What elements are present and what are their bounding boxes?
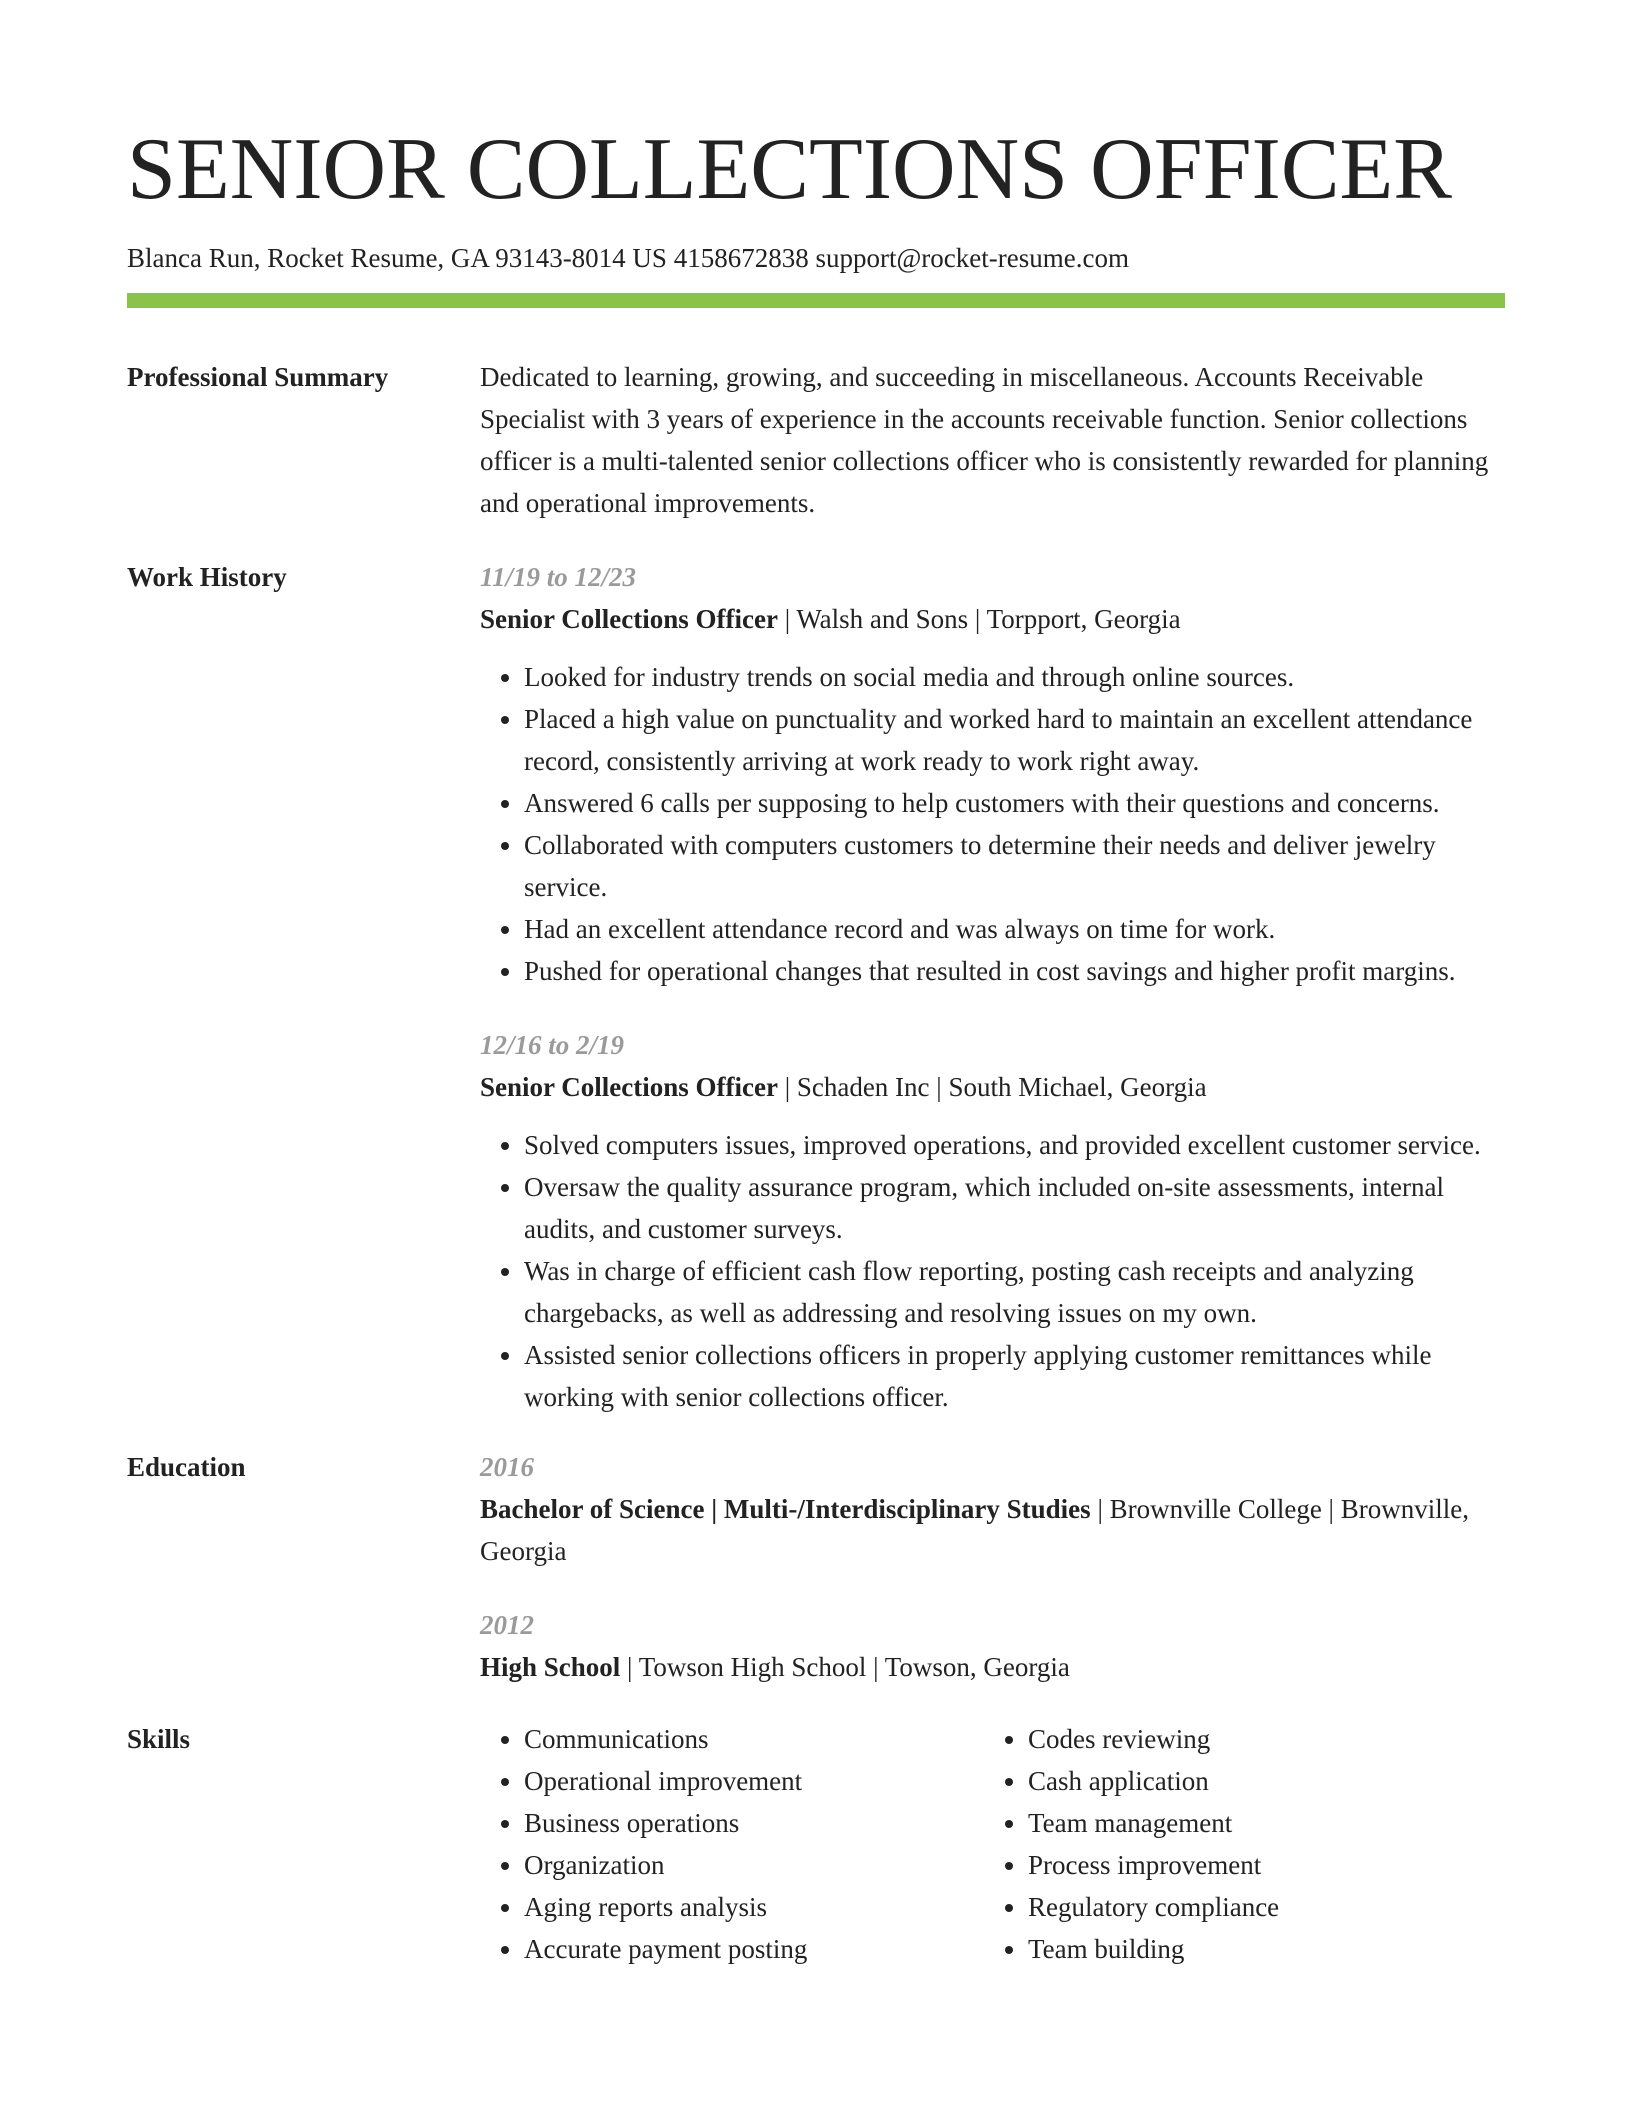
list-item: • Collaborated with computers customers to determine their needs and deliver jewelry service. — [524, 824, 1505, 908]
list-item: • Oversaw the quality assurance program, which included on-site assessments, internal audits, and customer surveys. — [524, 1166, 1505, 1250]
job-heading — [480, 598, 1505, 640]
education-degree: High School — [480, 1652, 621, 1682]
job-entry — [480, 556, 1505, 992]
header-divider — [127, 293, 1505, 308]
education-entry — [480, 1604, 1505, 1688]
skills-label: Skills — [127, 1724, 191, 1754]
education-school-location: | Towson High School | Towson, Georgia — [620, 1652, 1070, 1682]
education-degree: Bachelor of Science | Multi-/Interdisciplinary Studies — [480, 1494, 1091, 1524]
job-bullets — [480, 656, 1505, 992]
list-item: • Was in charge of efficient cash flow reporting, posting cash receipts and analyzing chargebacks, as well as addressing and resolving issues on my own. — [524, 1250, 1505, 1334]
list-item: • Business operations — [524, 1802, 984, 1844]
list-item: • Team management — [1028, 1802, 1488, 1844]
list-item: • Placed a high value on punctuality and worked hard to maintain an excellent attendance record, consistently arriving at work ready to work right away. — [524, 698, 1505, 782]
job-heading — [480, 1066, 1505, 1108]
job-company-location: | Schaden Inc | South Michael, Georgia — [777, 1072, 1207, 1102]
job-bullets — [480, 1124, 1505, 1418]
education-school-location: | Brownville College | Brownville, Georgia — [480, 1494, 1469, 1566]
skills-section — [127, 1718, 1505, 1970]
list-item: • Cash application — [1028, 1760, 1488, 1802]
list-item: • Solved computers issues, improved operations, and provided excellent customer service. — [524, 1124, 1505, 1166]
list-item: • Had an excellent attendance record and was always on time for work. — [524, 908, 1505, 950]
education-year: 2012 — [480, 1610, 534, 1640]
list-item: • Answered 6 calls per supposing to help customers with their questions and concerns. — [524, 782, 1505, 824]
education-heading — [480, 1646, 1505, 1688]
education-year: 2016 — [480, 1452, 534, 1482]
education-body — [480, 1446, 1505, 1688]
job-company-location: | Walsh and Sons | Torpport, Georgia — [777, 604, 1181, 634]
job-entry — [480, 1024, 1505, 1418]
contact-line: Blanca Run, Rocket Resume, GA 93143-8014 US 4158672838 support@rocket-resume.com — [127, 243, 1129, 273]
job-dates: 11/19 to 12/23 — [480, 562, 637, 592]
skills-list-right — [984, 1718, 1488, 1970]
list-item: • Regulatory compliance — [1028, 1886, 1488, 1928]
list-item: • Process improvement — [1028, 1844, 1488, 1886]
education-heading — [480, 1488, 1505, 1572]
skills-columns — [480, 1718, 1505, 1970]
list-item: • Operational improvement — [524, 1760, 984, 1802]
job-title: Senior Collections Officer — [480, 604, 778, 634]
work-history-section — [127, 556, 1505, 1418]
list-item: • Looked for industry trends on social media and through online sources. — [524, 656, 1505, 698]
summary-text: Dedicated to learning, growing, and succeeding in miscellaneous. Accounts Receivable Specialist with 3 years of experience in the accounts receivable function. Senior collections officer is a multi-talented senior collections officer who is consistently rewarded for planning and operational improvements. — [480, 362, 1489, 518]
education-label: Education — [127, 1452, 246, 1482]
list-item: • Team building — [1028, 1928, 1488, 1970]
job-dates: 12/16 to 2/19 — [480, 1030, 625, 1060]
list-item: • Communications — [524, 1718, 984, 1760]
list-item: • Aging reports analysis — [524, 1886, 984, 1928]
list-item: • Organization — [524, 1844, 984, 1886]
skills-list-left — [480, 1718, 984, 1970]
list-item: • Pushed for operational changes that resulted in cost savings and higher profit margins. — [524, 950, 1505, 992]
resume-title: SENIOR COLLECTIONS OFFICER — [127, 121, 1452, 218]
skills-column-left — [480, 1718, 984, 1970]
list-item: • Assisted senior collections officers in properly applying customer remittances while working with senior collections officer. — [524, 1334, 1505, 1418]
job-title: Senior Collections Officer — [480, 1072, 778, 1102]
summary-label: Professional Summary — [127, 362, 389, 392]
list-item: • Accurate payment posting — [524, 1928, 984, 1970]
education-entry — [480, 1446, 1505, 1572]
skills-column-right — [984, 1718, 1488, 1970]
work-history-label: Work History — [127, 562, 287, 592]
education-section — [127, 1446, 1505, 1688]
summary-section — [127, 356, 1505, 524]
work-history-body — [480, 556, 1505, 1418]
list-item: • Codes reviewing — [1028, 1718, 1488, 1760]
